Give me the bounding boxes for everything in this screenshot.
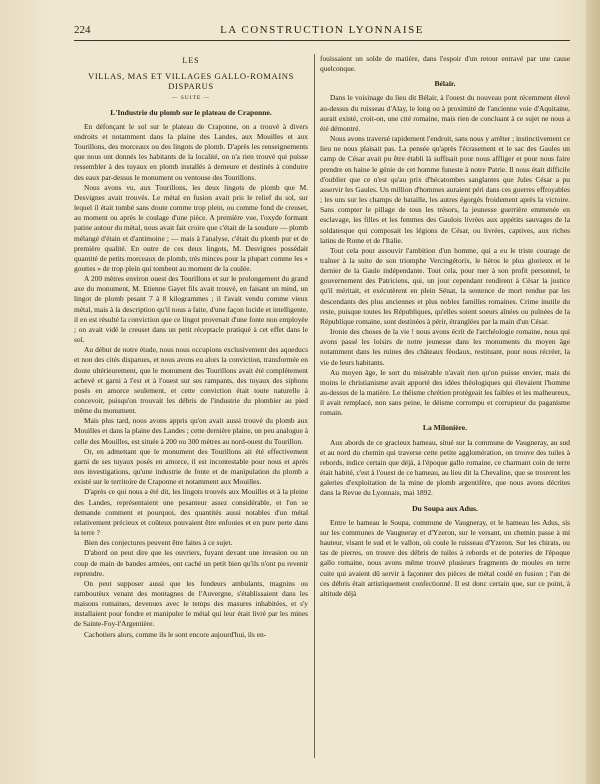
column-left: [74, 54, 308, 640]
book-edge: [586, 0, 600, 784]
running-title: LA CONSTRUCTION LYONNAISE: [220, 24, 424, 36]
paragraph: Dans le voisinage du lieu dit Bélair, à l'ouest du nouveau pont récemment élevé au-dessus du ruisseau d'Alay, le long ou à proximité de l'ancienne voie d'Aquitaine, aurait existé, croit-on, une cité romaine, mais rien de concluant à ce sujet ne nous a été démontré.: [320, 93, 570, 133]
running-header: [74, 24, 570, 41]
paragraph: Aux abords de ce gracieux hameau, situé sur la commune de Vaugneray, au sud et au nord du chemin qui traverse cette petite agglomération, on trouve des tuiles à rebords, indice certain que déjà, à l'époque gallo romaine, ce charmant coin de terre était habité, c'est à l'ouest de ce hameau, au lieu dit la Chevaline, que se trouvent les galeries d'exploitation de la mine de plomb argentifère, que nous avons décrites dans la Revue du Lyonnais, mai 1892.: [320, 437, 570, 498]
paragraph: D'abord on peut dire que les ouvriers, fuyant devant une invasion ou un coup de main de bandes armées, ont caché un petit bien qu'ils n'ont pu revenir reprendre.: [74, 548, 308, 578]
soupa-body: [320, 518, 570, 599]
paragraph: A 200 mètres environ ouest des Tourillons et sur le prolongement du grand axe du monument, M. Etienne Gayet fils avait trouvé, en faisant un mind, un lingot de plomb pesant 7 à 8 kilogrammes ; il l'avait vendu comme vieux métal, mais à la description qu'il nous a faite, d'une façon lucide et intelligente, il en est résulté la conviction que ce lingot provenait d'une fonte non employée ; on avait vidé le creuset dans un petit réceptacle pratiqué à cet effet dans le sol.: [74, 274, 308, 345]
page-number: 224: [74, 24, 91, 36]
paragraph: Au début de notre étude, nous nous occupions exclusivement des aqueducs et non des cités disparues, et nous avons eu alors la conviction, transformée en doute ultérieurement, que le monument des Tourillons avait été complètement achevé et garni à l'est et à l'ouest sur ses rampants, des tuyaux des siphons posés en amorce seulement, et cette conviction était toute naturelle à concevoir, puisqu'on trouvait les débris de l'industrie du plombier au pied même du monument.: [74, 345, 308, 416]
section-heading-soupa: Du Soupa aux Adus.: [412, 503, 478, 513]
column-right-continuation: [320, 54, 570, 74]
column-left-body: [74, 122, 308, 640]
article-title: VILLAS, MAS ET VILLAGES GALLO-ROMAINS DISPARUS: [88, 71, 294, 92]
article-suite: — SUITE —: [171, 95, 211, 102]
paragraph: Tout cela pour assouvir l'ambition d'un homme, qui a eu le triste courage de traîner à la suite de son triomphe Vercingétorix, le héros le plus glorieux et le dernier de la Gaule indépendante. Tout cela, pour tuer à son profit personnel, le gouvernement des Patriciens, qui, un jour cependant rendirent à César la justice qu'il méritait, et exécutèrent en plein Sénat, la sentence de mort rendue par les descendants des plus anciennes et plus nobles familles romaines. Crime inutile du reste, puisque toutes les Républiques, qu'elles soient soeurs aînées ou puînées de la République romaine, sont destinées à périr, étranglées par la main d'un César.: [320, 245, 570, 326]
paragraph: Nous avons traversé rapidement l'endroit, sans nous y arrêter ; instinctivement ce lieu ne nous plaisait pas. La pensée qu'après l'écrasement et le sac des Gaules un camp de César avait pu être établi là suffisait pour nous affliger et pour nous faire prendre en haine le génie de cet homme funeste à notre Patrie. Il nous était difficile d'oublier que ce n'est qu'au prix d'hécatombes sanglantes que Jules César a pu asservir les Gaules. Un million d'hommes auraient péri dans ces guerres effroyables ; les uns sur les champs de bataille, les autres égorgés froidement après la victoire. Sans compter le pillage de tous les trésors, la jeunesse guerrière emmenée en esclavage, les filles et les femmes des Gaulois livrées aux appétits sauvages de la soldatesque qui composait les légions de César, ou livrées, captives, aux riches latins de Rome et de l'Italie.: [320, 134, 570, 245]
paragraph: Bien des conjectures peuvent être faites à ce sujet.: [84, 538, 233, 548]
paragraph: Au moyen âge, le sort du misérable n'avait rien qu'on puisse envier, mais du moins le christianisme avait apporté des idées théologiques qui élevaient l'homme au-dessus de la matière. Le théisme chrétien protégeait les faibles et les malheureux, il avait remplacé, non sans peine, le déisme corrompu et corrupteur du paganisme romain.: [320, 367, 570, 418]
paragraph: Entre le hameau le Soupa, commune de Vaugneray, et le hameau les Adus, sis sur les communes de Vaugneray et d'Yzeron, sur le versant, un chemin passe à mi hauteur, visant le sud et le vallon, où coule le ruisseau d'Yzeron. Sur les chirats, ou tas de pierres, on trouve des débris de tuiles à rebords et de poteries de l'époque gallo romaine, nous avons même trouvé plusieurs fragments de moules en terre cuite qui avaient dû servir à façonner des pièces de métal coulé en fusion ; l'un de ces débris était artistiquement confectionné. Il est donc certain que, sur ce point, à altitude déjà: [320, 517, 570, 598]
column-rule: [314, 54, 315, 758]
belair-body: [320, 93, 570, 418]
section-heading-plomb: L'Industrie du plomb sur le plateau de Craponne.: [110, 107, 272, 117]
paragraph: fouissaient un solde de matière, dans l'espoir d'un retour entravé par une cause quelconque.: [320, 54, 570, 74]
paragraph: On peut supposer aussi que les fondeurs ambulants, magnins ou ramboutèux venant des montagnes de l'Auvergne, s'établissaient dans les maisons romaines, devenues avec le temps des masures inhabitées, et s'y installaient pour fondre et manipuler le métal qui leur était livré par les mines de Sainte-Foy-l'Argentière.: [74, 578, 308, 629]
section-heading-miloniere: La Milonière.: [422, 423, 468, 433]
miloniere-body: [320, 438, 570, 499]
paragraph: Mais plus tard, nous avons appris qu'on avait aussi trouvé du plomb aux Mouilles et dans la plaine des Landes ; cette dernière plaine, un peu analogue à celle des Mouilles, est située à 200 ou 300 mètres au nord-ouest du Tourillon.: [74, 416, 308, 446]
paragraph: Cachotiers alors, comme ils le sont encore aujourd'hui, ils en-: [84, 629, 267, 639]
column-right: [320, 54, 570, 599]
paragraph: D'après ce qui nous a été dit, les lingots trouvés aux Mouilles et à la pleine des Landes, représentaient une pesanteur assez considérable, et l'on se demande comment et pourquoi, des quantités aussi notables d'un métal relativement précieux et coûteux pouvaient être enfouies et en pure perte dans la terre ?: [74, 487, 308, 538]
article-kicker: LES: [182, 56, 200, 65]
paragraph: Nous avons vu, aux Tourillons, les deux lingots de plomb que M. Desvignes avait trouvés. Le métal en fusion avait pris le relief du sol, sur lequel il était tombé sans doute comme trop plein, ou comme fond de creuset, au moment ou après le coulage d'une pièce. A première vue, l'oxyde formant patine autour du métal, nous avait fait croire que c'était de la soudure — plomb mélangé d'étain et d'antimoine ; — mais à l'analyse, c'était du plomb pur et de première qualité. En outre de ces deux lingots, M. Desvignes possédait quantité de petits morceaux de plomb, très minces pour la plupart comme les « gouttes » de trop plein qui tombent au moment de la coulée.: [74, 182, 308, 273]
paragraph: Or, en admettant que le monument des Tourillons ait été effectivement garni de ses tuyaux posés en amorce, il est incontestable pour nous et après nos investigations, qu'une industrie de fonte et de manipulation du plomb a existé sur le territoire de Craponne et notamment aux Mouilles.: [74, 446, 308, 487]
paragraph: Ironie des choses de la vie ! nous avons écrit de l'archéologie romaine, nous qui avons passé les loisirs de notre jeunesse dans les monuments du moyen âge notamment dans les ruines des châteaux féodaux, restituant, pour nous récréer, la vie de leurs habitants.: [320, 327, 570, 367]
section-heading-belair: Bélair.: [434, 79, 456, 89]
paragraph: En défonçant le sol sur le plateau de Craponne, on a trouvé à divers endroits et notamment dans la plaine des Landes, aux Mouilles et aux Tourillons, des morceaux ou des lingots de plomb. D'après les renseignements que nous ont donnés les habitants de la localité, on n'a rien trouvé qui puisse ressembler à des tuyaux en plomb installés à demeure et destinés à conduire des eaux par-dessus le monument ou ventouse des Tourillons.: [74, 121, 308, 182]
